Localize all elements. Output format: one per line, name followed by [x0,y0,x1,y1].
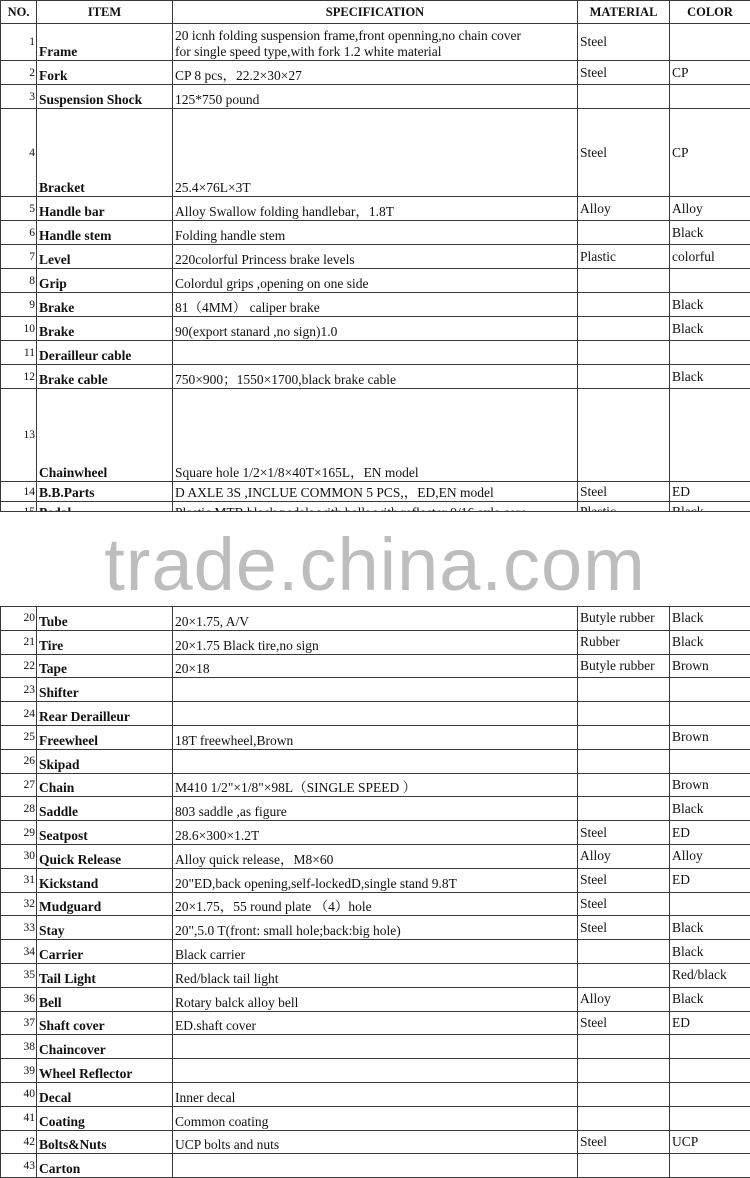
specification [173,245,578,269]
specification [173,1059,578,1083]
specification: Rotary balck alloy bell [173,987,578,1011]
color: colorful [670,245,750,269]
table-row [1,317,750,341]
item-name: Kickstand [37,868,173,892]
row-number: 22 [1,654,37,678]
header-item: ITEM [37,1,173,24]
color: Alloy [670,844,750,868]
specification [173,1035,578,1059]
item-name: Rear Derailleur [37,702,173,726]
specification: 803 saddle ,as figure [173,797,578,821]
specification: Black carrier [173,940,578,964]
specification: 20×1.75, A/V [173,607,578,631]
specification-line: 20 icnh folding suspension frame,front openning,no chain cover [175,28,522,43]
row-number: 27 [1,773,37,797]
specification: ED.shaft cover [173,1011,578,1035]
table-row [1,1035,750,1059]
item-name: Tire [37,630,173,654]
material: Alloy [578,197,670,221]
color [670,1082,750,1106]
table-row [1,24,750,61]
specification-line: CP 8 pcs，22.2×30×27 [175,68,302,83]
specification-line: Alloy Swallow folding handlebar，1.8T [175,204,394,219]
specification [173,197,578,221]
specification: 18T freewheel,Brown [173,725,578,749]
specification [173,749,578,773]
color: Alloy [670,197,750,221]
material [578,725,670,749]
color: CP [670,109,750,197]
row-number: 34 [1,940,37,964]
color: Black [670,916,750,940]
specification-line: D AXLE 3S ,INCLUE COMMON 5 PCS,，ED,EN model [175,485,494,500]
item-name: B.B.Parts [37,482,173,502]
table-row [1,797,750,821]
table-row [1,341,750,365]
row-number: 12 [1,365,37,389]
color [670,749,750,773]
specification: Inner decal [173,1082,578,1106]
table-row [1,868,750,892]
row-number: 30 [1,844,37,868]
color: Black [670,365,750,389]
color: Black [670,940,750,964]
spec-table-bottom [0,606,750,1178]
item-name: Saddle [37,797,173,821]
item-name: Grip [37,269,173,293]
item-name: Bolts&Nuts [37,1130,173,1154]
material [578,940,670,964]
specification: Common coating [173,1106,578,1130]
specification [173,85,578,109]
item-name: Coating [37,1106,173,1130]
color [670,389,750,482]
table-row [1,61,750,85]
row-number: 38 [1,1035,37,1059]
color [670,678,750,702]
item-name: Handle bar [37,197,173,221]
material [578,773,670,797]
material [578,269,670,293]
item-name: Chaincover [37,1035,173,1059]
header-color: COLOR [670,1,750,24]
item-name: Brake [37,293,173,317]
specification: 20×1.75，55 round plate （4）hole [173,892,578,916]
color [670,1035,750,1059]
color [670,1154,750,1178]
color: Black [670,293,750,317]
item-name: Tail Light [37,963,173,987]
specification: 20"ED,back opening,self-lockedD,single stand 9.8T [173,868,578,892]
item-name: Chain [37,773,173,797]
material [578,678,670,702]
row-number: 25 [1,725,37,749]
header-material: MATERIAL [578,1,670,24]
row-number: 42 [1,1130,37,1154]
table-row [1,1154,750,1178]
table-row [1,678,750,702]
specification [173,1154,578,1178]
item-name: Decal [37,1082,173,1106]
specification [173,221,578,245]
material: Steel [578,916,670,940]
color: Black [670,797,750,821]
specification [173,293,578,317]
item-name: Derailleur cable [37,341,173,365]
table-row [1,1106,750,1130]
material [578,389,670,482]
row-number: 7 [1,245,37,269]
specification-line: Colordul grips ,opening on one side [175,276,369,291]
color: Brown [670,725,750,749]
row-number: 29 [1,821,37,845]
item-name: Tube [37,607,173,631]
spec-table-top [0,0,750,522]
table-row [1,725,750,749]
row-number: 13 [1,389,37,482]
specification-line: 81（4MM） caliper brake [175,300,320,315]
material [578,341,670,365]
row-number: 1 [1,24,37,61]
color: UCP [670,1130,750,1154]
color: ED [670,868,750,892]
specification [173,365,578,389]
specification: UCP bolts and nuts [173,1130,578,1154]
specification-line: 90(export stanard ,no sign)1.0 [175,324,338,339]
specification [173,24,578,61]
row-number: 28 [1,797,37,821]
row-number: 11 [1,341,37,365]
material [578,1059,670,1083]
row-number: 20 [1,607,37,631]
specification: M410 1/2"×1/8"×98L（SINGLE SPEED ） [173,773,578,797]
material [578,1154,670,1178]
table-row [1,821,750,845]
item-name: Handle stem [37,221,173,245]
color [670,702,750,726]
specification: 20×1.75 Black tire,no sign [173,630,578,654]
row-number: 3 [1,85,37,109]
specification [173,389,578,482]
row-number: 31 [1,868,37,892]
row-number: 32 [1,892,37,916]
material [578,85,670,109]
item-name: Seatpost [37,821,173,845]
specification-line: 220colorful Princess brake levels [175,252,355,267]
material: Steel [578,482,670,502]
item-name: Frame [37,24,173,61]
table-row [1,940,750,964]
table-row [1,109,750,197]
material [578,293,670,317]
item-name: Carrier [37,940,173,964]
item-name: Shifter [37,678,173,702]
item-name: Brake cable [37,365,173,389]
specification [173,678,578,702]
specification: 28.6×300×1.2T [173,821,578,845]
material: Alloy [578,987,670,1011]
table-row [1,1011,750,1035]
table-row [1,892,750,916]
material: Steel [578,868,670,892]
item-name: Tape [37,654,173,678]
material: Steel [578,1130,670,1154]
specification [173,269,578,293]
specification-line: Square hole 1/2×1/8×40T×165L，EN model [175,465,419,480]
material: Steel [578,109,670,197]
specification: 20",5.0 T(front: small hole;back:big hole) [173,916,578,940]
header-no: NO. [1,1,37,24]
item-name: Freewheel [37,725,173,749]
color: ED [670,821,750,845]
material: Steel [578,821,670,845]
row-number: 14 [1,482,37,502]
table-row [1,389,750,482]
row-number: 37 [1,1011,37,1035]
table-row [1,749,750,773]
specification-line: Folding handle stem [175,228,286,243]
table-row [1,1059,750,1083]
specification: 20×18 [173,654,578,678]
row-number: 26 [1,749,37,773]
row-number: 10 [1,317,37,341]
table-row [1,773,750,797]
material [578,963,670,987]
item-name: Stay [37,916,173,940]
specification-line: 750×900；1550×1700,black brake cable [175,372,397,387]
material: Butyle rubber [578,654,670,678]
color [670,892,750,916]
table-row [1,844,750,868]
color [670,341,750,365]
row-number: 5 [1,197,37,221]
color: Brown [670,654,750,678]
header-row [1,1,750,24]
specification: Alloy quick release，M8×60 [173,844,578,868]
color: ED [670,482,750,502]
color: Black [670,607,750,631]
material [578,1035,670,1059]
material: Steel [578,892,670,916]
item-name: Skipad [37,749,173,773]
item-name: Shaft cover [37,1011,173,1035]
material: Steel [578,1011,670,1035]
table-row [1,1130,750,1154]
color: CP [670,61,750,85]
item-name: Quick Release [37,844,173,868]
table-row [1,221,750,245]
row-number: 24 [1,702,37,726]
specification [173,341,578,365]
table-row [1,245,750,269]
row-number: 23 [1,678,37,702]
item-name: Mudguard [37,892,173,916]
material: Butyle rubber [578,607,670,631]
table-row [1,963,750,987]
specification-line: 125*750 pound [175,92,260,107]
material: Rubber [578,630,670,654]
color: Black [670,317,750,341]
material [578,797,670,821]
header-spec: SPECIFICATION [173,1,578,24]
row-number: 39 [1,1059,37,1083]
row-number: 8 [1,269,37,293]
material: Alloy [578,844,670,868]
specification [173,317,578,341]
material [578,1082,670,1106]
item-name: Chainwheel [37,389,173,482]
row-number: 41 [1,1106,37,1130]
table-row [1,85,750,109]
row-number: 35 [1,963,37,987]
specification [173,482,578,502]
table-row [1,916,750,940]
item-name: Bell [37,987,173,1011]
item-name: Suspension Shock [37,85,173,109]
specification [173,109,578,197]
color [670,1059,750,1083]
material [578,317,670,341]
table-row [1,607,750,631]
specification-line: 25.4×76L×3T [175,180,251,195]
row-number: 43 [1,1154,37,1178]
table-row [1,293,750,317]
row-number: 33 [1,916,37,940]
material: Steel [578,61,670,85]
color: Black [670,630,750,654]
color: Black [670,987,750,1011]
item-name: Wheel Reflector [37,1059,173,1083]
color: Red/black [670,963,750,987]
item-name: Brake [37,317,173,341]
specification [173,702,578,726]
item-name: Level [37,245,173,269]
item-name: Bracket [37,109,173,197]
material [578,1106,670,1130]
row-number: 4 [1,109,37,197]
specification: Red/black tail light [173,963,578,987]
color: Black [670,221,750,245]
material: Plastic [578,245,670,269]
table-row [1,269,750,293]
material: Steel [578,24,670,61]
specification-line: for single speed type,with fork 1.2 white material [175,44,442,59]
row-number: 2 [1,61,37,85]
color: Brown [670,773,750,797]
item-name: Fork [37,61,173,85]
table-row [1,197,750,221]
color [670,269,750,293]
table-row [1,1082,750,1106]
table-row [1,630,750,654]
row-number: 21 [1,630,37,654]
table-row [1,987,750,1011]
row-number: 40 [1,1082,37,1106]
color [670,24,750,61]
table-row [1,365,750,389]
row-number: 9 [1,293,37,317]
material [578,702,670,726]
material [578,749,670,773]
color [670,1106,750,1130]
table-row [1,654,750,678]
row-number: 36 [1,987,37,1011]
specification [173,61,578,85]
color [670,85,750,109]
material [578,365,670,389]
table-row [1,702,750,726]
row-number: 6 [1,221,37,245]
item-name: Carton [37,1154,173,1178]
material [578,221,670,245]
watermark: trade.china.com [104,523,646,606]
table-row [1,482,750,502]
color: ED [670,1011,750,1035]
